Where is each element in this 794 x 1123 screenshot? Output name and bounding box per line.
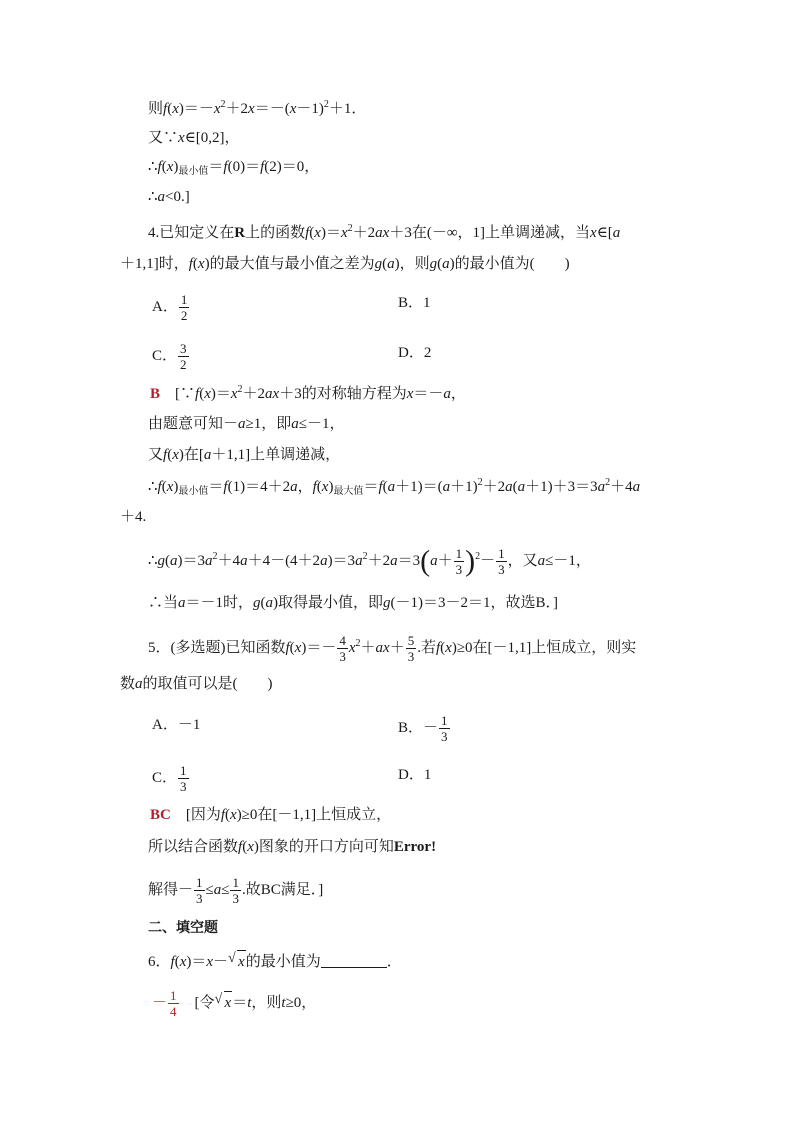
- line-2: 又∵x∈[0,2]，: [148, 130, 240, 146]
- line-4: ∴a<0.]: [148, 189, 190, 205]
- question-6: 6．f(x)＝x－√ x的最小值为 ．: [148, 950, 402, 973]
- section-heading-fill-in: 二、填空题: [148, 920, 218, 936]
- q5-option-c: C． $\frac{1}{3}$: [152, 763, 187, 794]
- q4-option-a: A． $\frac{1}{2}$: [152, 292, 188, 323]
- q4-answer-letter: B: [150, 386, 161, 402]
- question-4-line-1: 4.已知定义在R上的函数$f(x)=x^2+2ax+3$在(－∞，1]上单调递减，当x∈[a: [148, 223, 621, 241]
- q4-solution-line-1: B [$\because f(x)=x^2+2ax+3$的对称轴方程为x＝－a，: [150, 384, 466, 402]
- q4-solution-line-5: ＋4.: [120, 509, 147, 525]
- question-5-line-2: 数a的取值可以是( ): [120, 676, 273, 692]
- q4-solution-line-7: ∴当a＝－1时，g(a)取得最小值，即g(－1)＝3－2＝1，故选B．]: [148, 595, 559, 611]
- q5-option-a: A．－1: [152, 717, 201, 733]
- error-text: Error!: [393, 839, 437, 855]
- q4-option-b: B．1: [398, 295, 431, 311]
- q5-solution-line-1: BC [因为f(x)≥0在[－1,1]上恒成立，: [150, 807, 392, 823]
- q4-option-c: C． $\frac{3}{2}$: [152, 341, 187, 372]
- q4-option-d: D．2: [398, 345, 432, 361]
- line-1: 则$f(x)=-x^2+2x=-(x-1)^2+1$．: [148, 99, 367, 117]
- q4-solution-line-2: 由题意可知－a≥1，即a≤－1，: [148, 416, 345, 432]
- q5-solution-line-2: 所以结合函数f(x)图象的开口方向可知Error!: [148, 839, 437, 855]
- q4-solution-line-3: 又f(x)在[a＋1,1]上单调递减，: [148, 447, 341, 463]
- q5-answer-letters: BC: [150, 807, 171, 823]
- question-4-line-2: ＋1,1]时，f(x)的最大值与最小值之差为g(a)，则g(a)的最小值为( ): [120, 256, 570, 272]
- answer-blank[interactable]: [321, 953, 387, 968]
- q4-solution-line-6: $\therefore g(a)=3a^2+4a+4-(4+2a)=3a^2+2a=3(a+$ $\frac{1}{3}$ )$^2$－ $\frac{1}{3}$ ，又a≤－1，: [148, 544, 591, 578]
- q6-solution-line-1: － $\frac{1}{4}$ [令√ x＝t，则t≥0，: [152, 988, 316, 1019]
- line-3: $\therefore f(x)_{最小值}=f(0)=f(2)=0$，: [148, 159, 320, 177]
- q4-solution-line-4: $\therefore f(x)_{最小值}=f(1)=4+2a$，$f(x)_{最大值}=f(a+1)=(a+1)^2+2a(a+1)+3=3a^2+4a$: [148, 477, 641, 497]
- q5-option-b: B．－ $\frac{1}{3}$: [398, 713, 448, 744]
- q5-option-d: D．1: [398, 767, 432, 783]
- question-5-line-1: 5．(多选题)已知函数f(x)＝－ $\frac{4}{3}$ $x^2+ax+$ $\frac{5}{3}$ .若f(x)≥0在[－1,1]上恒成立，则实: [148, 633, 637, 664]
- q5-solution-line-3: 解得－ $\frac{1}{3}$ ≤a≤ $\frac{1}{3}$ .故BC满足．]: [148, 875, 324, 906]
